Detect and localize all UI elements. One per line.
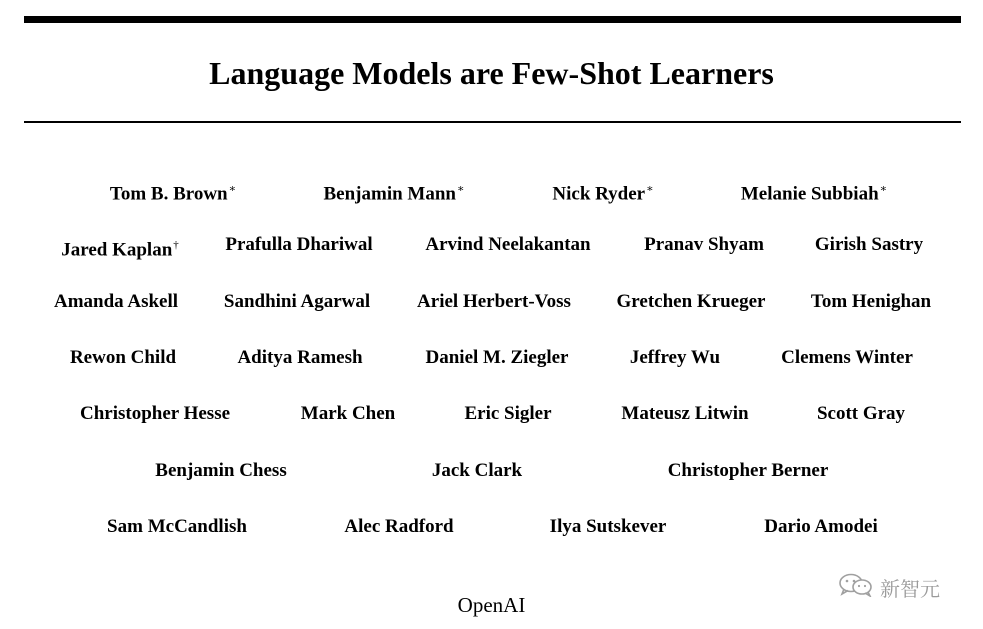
- author-name: Mateusz Litwin: [621, 403, 749, 424]
- author-name: Sandhini Agarwal: [223, 291, 371, 312]
- author-name: Sam McCandlish: [107, 516, 247, 537]
- author-name: Arvind Neelakantan: [425, 234, 591, 255]
- author-name: Prafulla Dhariwal: [225, 234, 373, 255]
- author-name: Aditya Ramesh: [237, 347, 363, 368]
- author-name: Christopher Hesse: [79, 403, 231, 424]
- author-name: Pranav Shyam: [644, 234, 764, 255]
- author-name: Jeffrey Wu: [629, 347, 721, 368]
- author-name: Ilya Sutskever: [549, 516, 667, 537]
- author-name: Clemens Winter: [781, 347, 913, 368]
- author-name: Jared Kaplan†: [61, 239, 179, 261]
- author-name: Mark Chen: [300, 403, 396, 424]
- affiliation: OpenAI: [457, 593, 526, 617]
- author-name: Amanda Askell: [53, 291, 179, 312]
- watermark-text: 新智元: [880, 576, 940, 601]
- author-name: Benjamin Chess: [155, 460, 287, 481]
- author-name: Ariel Herbert-Voss: [417, 291, 571, 312]
- author-name: Christopher Berner: [667, 460, 829, 481]
- author-name: Gretchen Krueger: [616, 291, 766, 312]
- author-name: Tom Henighan: [810, 291, 932, 312]
- watermark: [838, 572, 958, 602]
- author-name: Alec Radford: [344, 516, 454, 537]
- author-name: Dario Amodei: [764, 516, 878, 537]
- author-name: Tom B. Brown∗: [109, 183, 237, 205]
- author-name: Nick Ryder∗: [552, 183, 654, 205]
- author-name: Girish Sastry: [814, 234, 924, 255]
- author-name: Daniel M. Ziegler: [425, 347, 569, 368]
- author-name: Jack Clark: [431, 460, 523, 481]
- paper-title: Language Models are Few-Shot Learners: [209, 55, 774, 91]
- wechat-icon: [838, 573, 874, 602]
- author-name: Rewon Child: [69, 347, 177, 368]
- author-name: Benjamin Mann∗: [323, 183, 465, 205]
- author-name: Melanie Subbiah∗: [740, 183, 888, 205]
- author-name: Eric Sigler: [464, 403, 552, 424]
- author-name: Scott Gray: [816, 403, 906, 424]
